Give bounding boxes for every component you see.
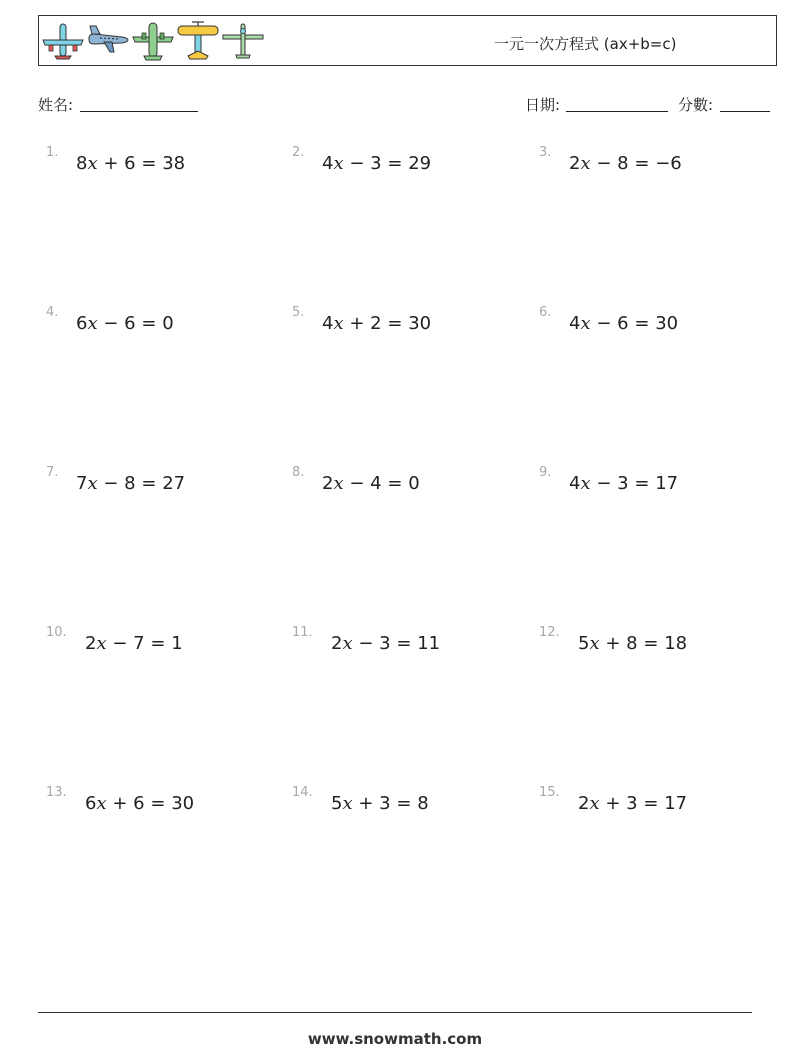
- equation-equals-sign: =: [141, 153, 157, 174]
- equation-equals-sign: =: [150, 793, 166, 814]
- equation-result: −6: [655, 153, 682, 174]
- problem-equation: [578, 793, 687, 814]
- equation-constant: 6: [124, 153, 136, 174]
- equation-constant: 8: [617, 153, 629, 174]
- equation-coefficient: 2: [331, 633, 343, 654]
- problem-number: 1.: [46, 145, 59, 160]
- equation-result: 0: [162, 313, 174, 334]
- equation-variable: x: [96, 633, 107, 654]
- equation-coefficient: 4: [322, 313, 334, 334]
- footer-divider: [38, 1012, 752, 1013]
- equation-equals-sign: =: [387, 473, 403, 494]
- problem-equation: [76, 473, 185, 494]
- problem-number: 10.: [46, 625, 67, 640]
- problem-equation: [85, 633, 183, 654]
- equation-operator: +: [112, 793, 128, 814]
- equation-operator: +: [103, 153, 119, 174]
- equation-result: 17: [664, 793, 688, 814]
- problem-number: 11.: [292, 625, 313, 640]
- light-aircraft-icon: [221, 20, 265, 62]
- equation-constant: 2: [370, 313, 382, 334]
- equation-operator: −: [349, 153, 365, 174]
- equation-coefficient: 4: [569, 313, 581, 334]
- equation-equals-sign: =: [396, 793, 412, 814]
- biplane-icon: [176, 20, 220, 62]
- equation-result: 17: [655, 473, 679, 494]
- equation-result: 30: [408, 313, 432, 334]
- equation-equals-sign: =: [634, 153, 650, 174]
- problem-equation: [578, 633, 687, 654]
- equation-result: 30: [171, 793, 195, 814]
- equation-operator: −: [596, 473, 612, 494]
- equation-constant: 6: [133, 793, 145, 814]
- problem-equation: [569, 473, 678, 494]
- equation-variable: x: [589, 793, 600, 814]
- problem-number: 3.: [539, 145, 552, 160]
- equation-result: 11: [417, 633, 441, 654]
- problem-equation: [85, 793, 194, 814]
- equation-constant: 6: [124, 313, 136, 334]
- equation-constant: 8: [124, 473, 136, 494]
- equation-equals-sign: =: [643, 633, 659, 654]
- name-field[interactable]: [80, 111, 198, 112]
- equation-constant: 8: [626, 633, 638, 654]
- airplane-icons: [41, 20, 266, 62]
- equation-coefficient: 5: [578, 633, 590, 654]
- airplane-icon: [41, 20, 85, 62]
- equation-result: 1: [171, 633, 183, 654]
- equation-operator: +: [605, 793, 621, 814]
- equation-coefficient: 2: [322, 473, 334, 494]
- name-label: 姓名:: [38, 96, 74, 114]
- problem-equation: [569, 313, 678, 334]
- equation-variable: x: [580, 153, 591, 174]
- equation-coefficient: 6: [76, 313, 88, 334]
- problem-number: 12.: [539, 625, 560, 640]
- problem-equation: [331, 793, 429, 814]
- problem-number: 5.: [292, 305, 305, 320]
- equation-equals-sign: =: [396, 633, 412, 654]
- jet-icon: [86, 20, 130, 62]
- date-field[interactable]: [566, 111, 668, 112]
- problem-number: 6.: [539, 305, 552, 320]
- equation-result: 0: [408, 473, 420, 494]
- equation-coefficient: 6: [85, 793, 97, 814]
- problem-equation: [76, 313, 174, 334]
- equation-variable: x: [333, 473, 344, 494]
- equation-coefficient: 2: [578, 793, 590, 814]
- equation-result: 8: [417, 793, 429, 814]
- equation-result: 18: [664, 633, 688, 654]
- equation-equals-sign: =: [634, 313, 650, 334]
- equation-result: 30: [655, 313, 679, 334]
- problem-equation: [76, 153, 185, 174]
- equation-equals-sign: =: [387, 153, 403, 174]
- equation-constant: 6: [617, 313, 629, 334]
- equation-operator: −: [112, 633, 128, 654]
- problem-equation: [322, 153, 431, 174]
- problem-number: 4.: [46, 305, 59, 320]
- equation-coefficient: 2: [569, 153, 581, 174]
- score-field[interactable]: [720, 111, 770, 112]
- equation-coefficient: 5: [331, 793, 343, 814]
- equation-constant: 3: [370, 153, 382, 174]
- equation-constant: 3: [617, 473, 629, 494]
- problem-number: 13.: [46, 785, 67, 800]
- propeller-plane-icon: [131, 20, 175, 62]
- problem-number: 15.: [539, 785, 560, 800]
- equation-constant: 3: [379, 793, 391, 814]
- equation-coefficient: 4: [569, 473, 581, 494]
- equation-equals-sign: =: [634, 473, 650, 494]
- equation-variable: x: [333, 313, 344, 334]
- equation-constant: 3: [379, 633, 391, 654]
- equation-equals-sign: =: [141, 313, 157, 334]
- worksheet-title: 一元一次方程式 (ax+b=c): [494, 35, 677, 53]
- equation-constant: 7: [133, 633, 145, 654]
- problem-number: 2.: [292, 145, 305, 160]
- equation-result: 27: [162, 473, 186, 494]
- equation-variable: x: [580, 313, 591, 334]
- equation-variable: x: [87, 473, 98, 494]
- equation-equals-sign: =: [150, 633, 166, 654]
- equation-coefficient: 4: [322, 153, 334, 174]
- problem-number: 7.: [46, 465, 59, 480]
- equation-variable: x: [342, 633, 353, 654]
- equation-operator: −: [596, 313, 612, 334]
- date-label: 日期:: [525, 96, 561, 114]
- equation-operator: −: [596, 153, 612, 174]
- equation-operator: −: [103, 473, 119, 494]
- equation-result: 29: [408, 153, 432, 174]
- footer-url: www.snowmath.com: [307, 1030, 483, 1048]
- equation-variable: x: [589, 633, 600, 654]
- equation-coefficient: 2: [85, 633, 97, 654]
- equation-operator: −: [103, 313, 119, 334]
- equation-variable: x: [87, 313, 98, 334]
- problem-number: 8.: [292, 465, 305, 480]
- equation-variable: x: [580, 473, 591, 494]
- equation-equals-sign: =: [643, 793, 659, 814]
- equation-variable: x: [333, 153, 344, 174]
- equation-operator: +: [358, 793, 374, 814]
- equation-coefficient: 7: [76, 473, 88, 494]
- equation-variable: x: [96, 793, 107, 814]
- equation-operator: +: [605, 633, 621, 654]
- equation-equals-sign: =: [387, 313, 403, 334]
- problem-equation: [331, 633, 440, 654]
- equation-result: 38: [162, 153, 186, 174]
- equation-variable: x: [342, 793, 353, 814]
- equation-constant: 3: [626, 793, 638, 814]
- equation-variable: x: [87, 153, 98, 174]
- problem-equation: [569, 153, 682, 174]
- equation-coefficient: 8: [76, 153, 88, 174]
- worksheet-header: [38, 15, 777, 66]
- equation-operator: −: [358, 633, 374, 654]
- problem-equation: [322, 313, 431, 334]
- equation-operator: +: [349, 313, 365, 334]
- score-label: 分數:: [678, 96, 714, 114]
- equation-equals-sign: =: [141, 473, 157, 494]
- problem-number: 9.: [539, 465, 552, 480]
- equation-constant: 4: [370, 473, 382, 494]
- problem-number: 14.: [292, 785, 313, 800]
- problem-equation: [322, 473, 420, 494]
- equation-operator: −: [349, 473, 365, 494]
